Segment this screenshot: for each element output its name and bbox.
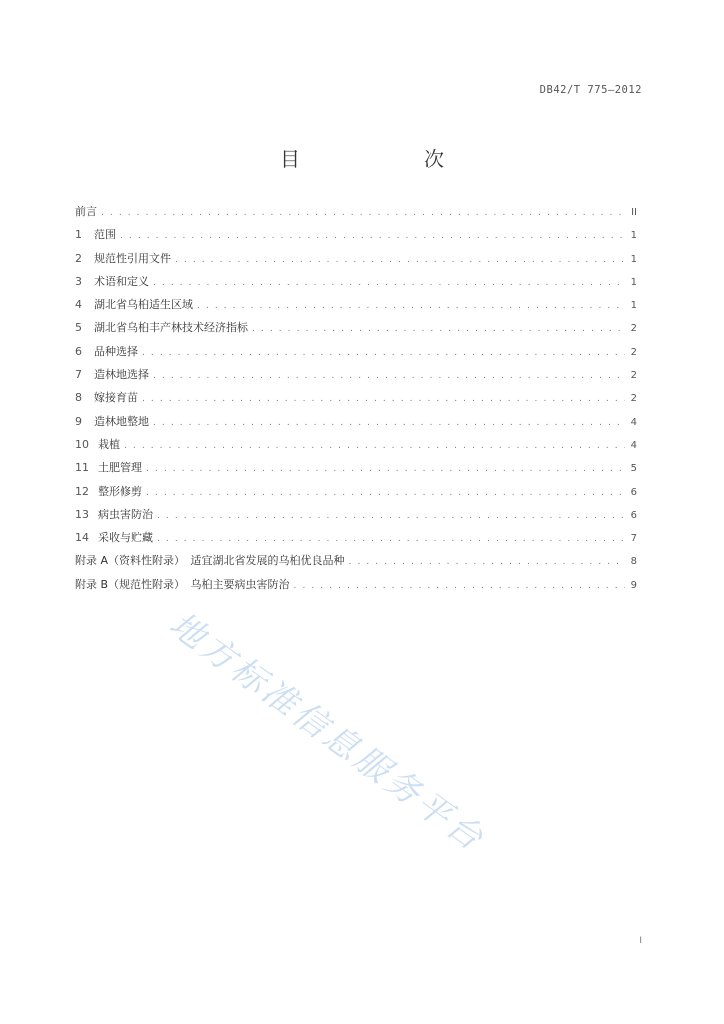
toc-entry-page: 1 xyxy=(630,276,637,288)
toc-dot-leader xyxy=(101,208,625,218)
toc-dot-leader xyxy=(124,441,625,451)
toc-dot-leader xyxy=(175,255,625,265)
toc-dot-leader xyxy=(197,301,625,311)
toc-entry[interactable] xyxy=(75,389,637,412)
toc-entry-label: 湖北省乌桕丰产林技术经济指标 xyxy=(94,321,248,335)
toc-entry[interactable] xyxy=(75,529,637,552)
toc-entry-page: 5 xyxy=(630,463,637,475)
standard-code: DB42/T 775—2012 xyxy=(539,84,642,96)
toc-entry-page: 6 xyxy=(630,509,637,521)
toc-entry-page: 4 xyxy=(630,416,637,428)
toc-entry-page: 7 xyxy=(630,533,637,545)
toc-entry-number: 5 xyxy=(75,321,82,335)
toc-entry-page: 1 xyxy=(630,253,637,265)
watermark: 地方标准信息服务平台 xyxy=(161,604,493,861)
toc-entry[interactable] xyxy=(75,483,637,506)
toc-entry-page: 1 xyxy=(630,300,637,312)
toc-entry-number: 8 xyxy=(75,391,82,405)
toc-dot-leader xyxy=(349,557,625,567)
toc-entry-label: 造林地选择 xyxy=(94,368,149,382)
toc-entry[interactable] xyxy=(75,203,637,226)
toc-entry-label: 规范性引用文件 xyxy=(94,251,171,265)
toc-dot-leader xyxy=(252,324,625,334)
toc-entry-number: 14 xyxy=(75,531,89,545)
toc-dot-leader xyxy=(153,418,625,428)
toc-entry[interactable] xyxy=(75,459,637,482)
toc-dot-leader xyxy=(120,231,625,241)
toc-entry[interactable] xyxy=(75,319,637,342)
table-of-contents xyxy=(75,203,637,599)
toc-entry-number: 11 xyxy=(75,461,89,475)
toc-dot-leader xyxy=(142,348,625,358)
toc-entry-page: 2 xyxy=(630,370,637,382)
toc-entry-label: 栽植 xyxy=(98,437,120,451)
toc-dot-leader xyxy=(153,278,625,288)
toc-entry-page: 4 xyxy=(630,439,637,451)
toc-entry-page: 1 xyxy=(630,230,637,242)
toc-dot-leader xyxy=(157,534,625,544)
page-number: I xyxy=(639,936,642,946)
toc-entry[interactable] xyxy=(75,506,637,529)
toc-entry-label: 造林地整地 xyxy=(94,414,149,428)
toc-entry[interactable] xyxy=(75,552,637,575)
toc-entry-page: 2 xyxy=(630,346,637,358)
toc-entry-page: 6 xyxy=(630,486,637,498)
toc-entry[interactable] xyxy=(75,413,637,436)
toc-entry-label: 附录 B（规范性附录） 乌桕主要病虫害防治 xyxy=(75,577,290,591)
toc-entry[interactable] xyxy=(75,250,637,273)
toc-entry-label: 湖北省乌桕适生区域 xyxy=(94,298,193,312)
toc-entry[interactable] xyxy=(75,226,637,249)
toc-entry-page: 2 xyxy=(630,393,637,405)
toc-dot-leader xyxy=(146,464,625,474)
toc-entry-number: 1 xyxy=(75,228,82,242)
toc-entry-page: 9 xyxy=(630,579,637,591)
toc-entry-number: 3 xyxy=(75,274,82,288)
toc-entry-label: 采收与贮藏 xyxy=(98,531,153,545)
toc-entry[interactable] xyxy=(75,343,637,366)
toc-entry-label: 范围 xyxy=(94,228,116,242)
toc-entry-label: 土肥管理 xyxy=(98,461,142,475)
toc-entry-label: 前言 xyxy=(75,205,97,218)
toc-entry-number: 4 xyxy=(75,298,82,312)
toc-dot-leader xyxy=(157,511,625,521)
toc-entry-number: 2 xyxy=(75,251,82,265)
toc-entry-page: II xyxy=(631,207,637,218)
toc-entry-page: 8 xyxy=(630,556,637,568)
toc-entry[interactable] xyxy=(75,273,637,296)
toc-entry-number: 9 xyxy=(75,414,82,428)
toc-entry[interactable] xyxy=(75,366,637,389)
toc-entry-label: 整形修剪 xyxy=(98,484,142,498)
toc-entry[interactable] xyxy=(75,296,637,319)
toc-entry-number: 6 xyxy=(75,344,82,358)
toc-title: 目 次 xyxy=(280,147,496,171)
toc-dot-leader xyxy=(294,581,625,591)
toc-entry-label: 品种选择 xyxy=(94,344,138,358)
toc-entry-label: 嫁接育苗 xyxy=(94,391,138,405)
toc-entry-number: 13 xyxy=(75,507,89,521)
toc-entry[interactable] xyxy=(75,576,637,599)
toc-entry[interactable] xyxy=(75,436,637,459)
toc-dot-leader xyxy=(146,488,625,498)
toc-entry-number: 10 xyxy=(75,437,89,451)
toc-dot-leader xyxy=(153,371,625,381)
toc-dot-leader xyxy=(142,394,625,404)
toc-entry-page: 2 xyxy=(630,323,637,335)
toc-entry-label: 术语和定义 xyxy=(94,274,149,288)
toc-entry-number: 7 xyxy=(75,368,82,382)
toc-entry-number: 12 xyxy=(75,484,89,498)
toc-entry-label: 附录 A（资料性附录） 适宜湖北省发展的乌桕优良品种 xyxy=(75,554,345,568)
toc-entry-label: 病虫害防治 xyxy=(98,507,153,521)
